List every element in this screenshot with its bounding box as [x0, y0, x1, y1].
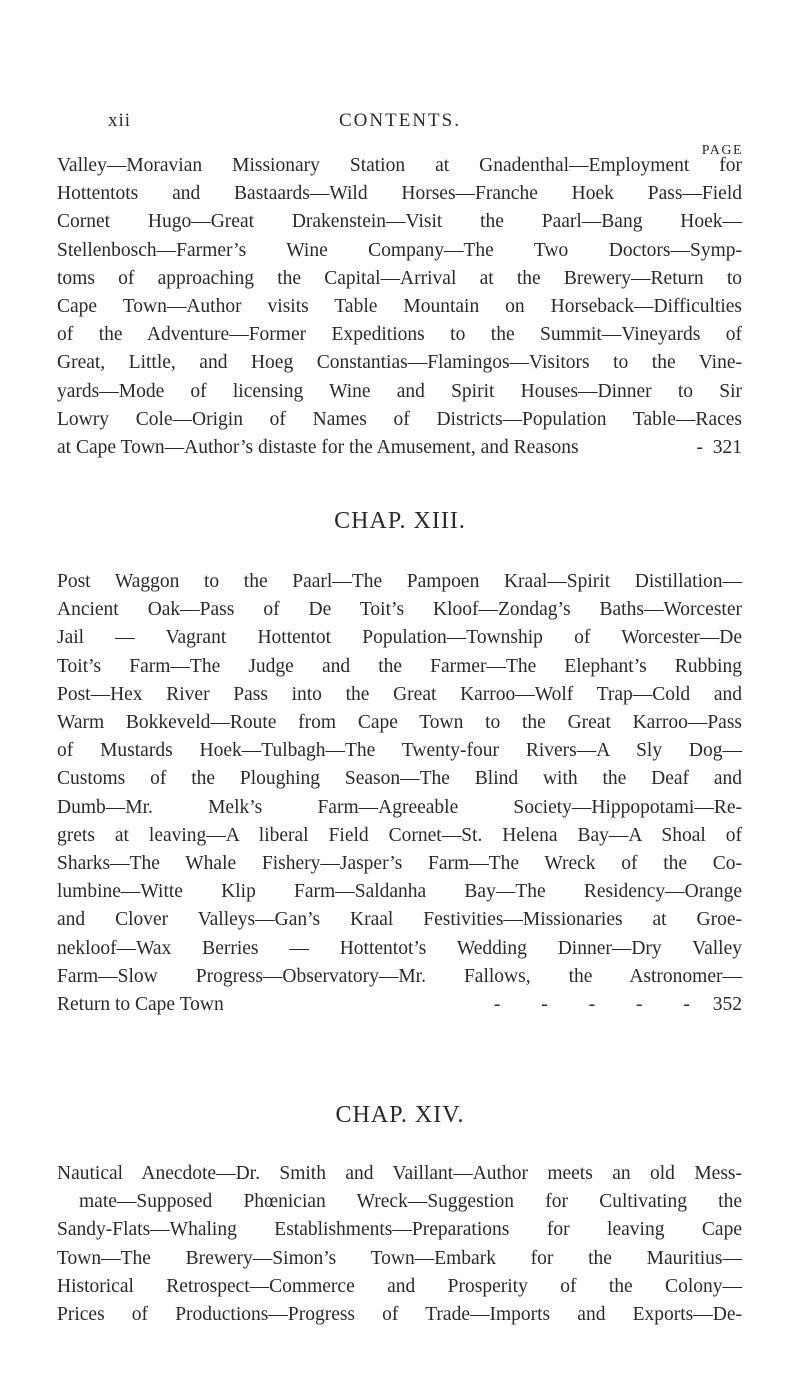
entry-line: mate—Supposed Phœnician Wreck—Suggestion for Cultivating the: [79, 1191, 742, 1213]
entry-line: of Mustards Hoek—Tulbagh—The Twenty-four Rivers—A Sly Dog—: [57, 740, 742, 762]
entry-line: Historical Retrospect—Commerce and Prosperity of the Colony—: [57, 1275, 742, 1297]
entry-last-line: [57, 991, 742, 1019]
entry-line: Hottentots and Bastaards—Wild Horses—Franche Hoek Pass—Field: [57, 183, 742, 205]
leader-dots: -: [696, 437, 703, 459]
entry-line: Great, Little, and Hoeg Constantias—Flamingos—Visitors to the Vine-: [57, 352, 742, 374]
contents-entry-chap-xiii: [57, 568, 742, 1019]
entry-line: Warm Bokkeveld—Route from Cape Town to the Great Karroo—Pass: [57, 712, 742, 734]
entry-line: Farm—Slow Progress—Observatory—Mr. Fallows, the Astronomer—: [57, 965, 742, 987]
entry-line: Sandy-Flats—Whaling Establishments—Preparations for leaving Cape: [57, 1219, 742, 1241]
page-reference: 321: [712, 437, 742, 459]
entry-line: lumbine—Witte Klip Farm—Saldanha Bay—The Residency—Orange: [57, 881, 742, 903]
entry-line: nekloof—Wax Berries — Hottentot’s Wedding Dinner—Dry Valley: [57, 937, 742, 959]
entry-line: Lowry Cole—Origin of Names of Districts—Population Table—Races: [57, 408, 742, 430]
entry-line: Customs of the Ploughing Season—The Blind with the Deaf and: [57, 768, 742, 790]
page-reference: 352: [712, 994, 742, 1016]
entry-line: yards—Mode of licensing Wine and Spirit Houses—Dinner to Sir: [57, 380, 742, 402]
entry-line: Cape Town—Author visits Table Mountain on Horseback—Difficulties: [57, 296, 742, 318]
contents-entry-chap-xiv: [57, 1160, 742, 1329]
entry-line: grets at leaving—A liberal Field Cornet—St. Helena Bay—A Shoal of: [57, 824, 742, 846]
entry-last-line: [57, 434, 742, 462]
chapter-heading-xiii: CHAP. XIII.: [334, 508, 466, 534]
entry-line: Ancient Oak—Pass of De Toit’s Kloof—Zondag’s Baths—Worcester: [57, 599, 742, 621]
entry-line-text: at Cape Town—Author’s distaste for the Amusement, and Reasons: [57, 437, 579, 459]
page-column-label: PAGE: [701, 143, 743, 158]
entry-line: toms of approaching the Capital—Arrival at the Brewery—Return to: [57, 267, 742, 289]
entry-line: and Clover Valleys—Gan’s Kraal Festivities—Missionaries at Groe-: [57, 909, 742, 931]
running-head: [0, 110, 800, 140]
entry-line: Nautical Anecdote—Dr. Smith and Vaillant—Author meets an old Mess-: [57, 1163, 742, 1184]
entry-line: of the Adventure—Former Expeditions to the Summit—Vineyards of: [57, 324, 742, 346]
leader-dots: - - - - -: [493, 994, 708, 1016]
entry-line: Toit’s Farm—The Judge and the Farmer—The Elephant’s Rubbing: [57, 655, 742, 677]
entry-line: Post—Hex River Pass into the Great Karroo—Wolf Trap—Cold and: [57, 683, 742, 705]
entry-line: Post Waggon to the Paarl—The Pampoen Kraal—Spirit Distillation—: [57, 571, 742, 592]
chapter-heading-xiv: CHAP. XIV.: [335, 1102, 465, 1128]
page-number: xii: [108, 110, 132, 131]
running-title: CONTENTS.: [339, 110, 461, 131]
entry-line: Prices of Productions—Progress of Trade—Imports and Exports—De-: [57, 1304, 742, 1326]
entry-line: Town—The Brewery—Simon’s Town—Embark for the Mauritius—: [57, 1247, 742, 1269]
contents-entry-chap-xii: [57, 152, 742, 462]
entry-line: Cornet Hugo—Great Drakenstein—Visit the Paarl—Bang Hoek—: [57, 211, 742, 233]
entry-line: Valley—Moravian Missionary Station at Gnadenthal—Employment for: [57, 155, 742, 176]
entry-line: Stellenbosch—Farmer’s Wine Company—The Two Doctors—Symp-: [57, 239, 742, 261]
entry-line-text: Return to Cape Town: [57, 994, 224, 1016]
entry-line: Jail — Vagrant Hottentot Population—Township of Worcester—De: [57, 627, 742, 649]
entry-line: Sharks—The Whale Fishery—Jasper’s Farm—The Wreck of the Co-: [57, 853, 742, 875]
entry-line: Dumb—Mr. Melk’s Farm—Agreeable Society—Hippopotami—Re-: [57, 796, 742, 818]
